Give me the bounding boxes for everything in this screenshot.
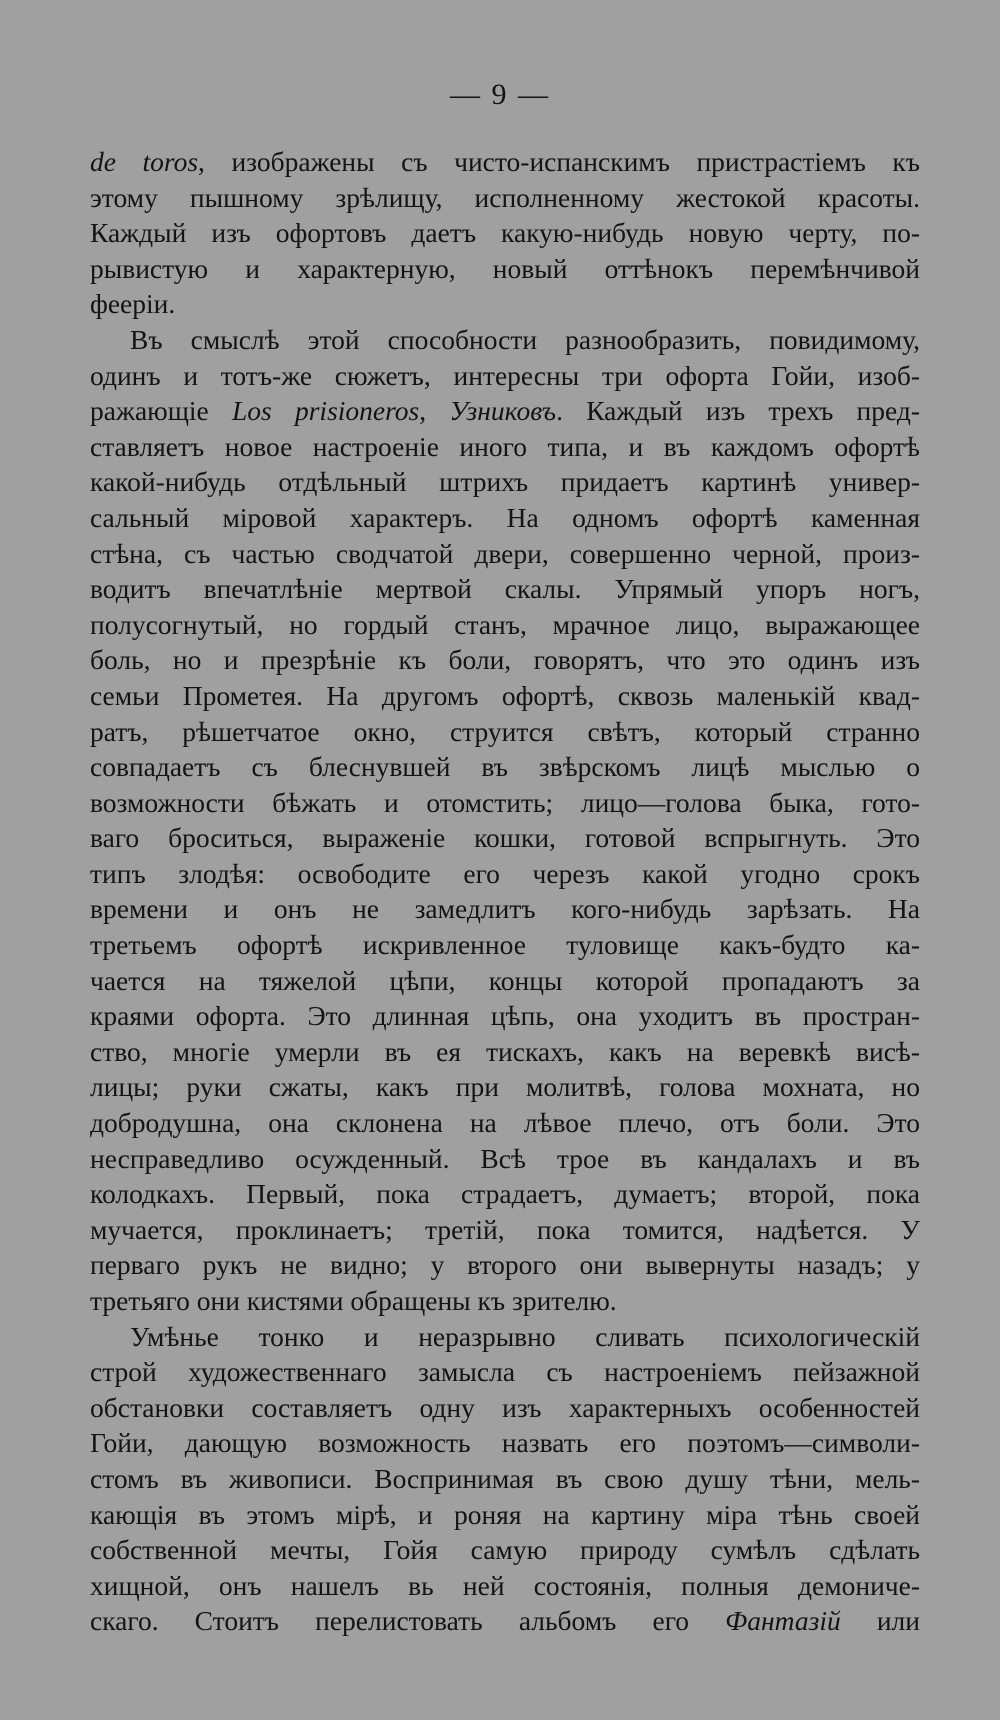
- text-run: Каждый изъ офортовъ даетъ какую-нибудь новую черту, по-: [90, 217, 920, 249]
- text-run: сальный міровой характеръ. На одномъ офортѣ каменная: [90, 501, 920, 533]
- text-run: колодкахъ. Первый, пока страдаетъ, думаетъ; второй, пока: [90, 1178, 920, 1210]
- text-run: добродушна, она склонена на лѣвое плечо, отъ боли. Это: [90, 1107, 920, 1139]
- text-run: семьи Прометея. На другомъ офортѣ, сквозь маленькій квад-: [90, 679, 920, 711]
- text-line: [90, 1319, 920, 1355]
- text-line: [90, 785, 920, 821]
- text-run: этому пышному зрѣлищу, исполненному жестокой красоты.: [90, 181, 920, 213]
- text-run: водитъ впечатлѣніе мертвой скалы. Упрямый упоръ ногъ,: [90, 573, 920, 605]
- text-line: [90, 891, 920, 927]
- text-line: [90, 678, 920, 714]
- text-line: [90, 998, 920, 1034]
- text-line: [90, 1176, 920, 1212]
- text-run: хищной, онъ нашелъ вь ней состоянія, полныя демониче-: [90, 1569, 920, 1601]
- text-line: [90, 1034, 920, 1070]
- text-line: [90, 1283, 920, 1319]
- text-line: [90, 1425, 920, 1461]
- text-run: полусогнутый, но гордый станъ, мрачное лицо, выражающее: [90, 608, 920, 640]
- text-line: [90, 607, 920, 643]
- text-line: [90, 1532, 920, 1568]
- text-line: [90, 322, 920, 358]
- text-run: времени и онъ не замедлитъ кого-нибудь зарѣзать. На: [90, 893, 920, 925]
- text-run: одинъ и тотъ-же сюжетъ, интересны три офорта Гойи, изоб-: [90, 359, 920, 391]
- text-run: Гойи, дающую возможность назвать его поэтомъ—символи-: [90, 1427, 920, 1459]
- paragraph: [90, 322, 920, 1319]
- text-line: [90, 180, 920, 216]
- text-line: [90, 1603, 920, 1639]
- text-run: какой-нибудь отдѣльный штрихъ придаетъ картинѣ универ-: [90, 466, 920, 498]
- text-line: [90, 1354, 920, 1390]
- text-run: ство, многіе умерли въ ея тискахъ, какъ на веревкѣ висѣ-: [90, 1035, 920, 1067]
- text-run: кающія въ этомъ мірѣ, и роняя на картину міра тѣнь своей: [90, 1498, 920, 1530]
- text-run: несправедливо осужденный. Всѣ трое въ кандалахъ и въ: [90, 1142, 920, 1174]
- text-run: Въ смыслѣ этой способности разнообразить, повидимому,: [130, 323, 920, 355]
- text-run: типъ злодѣя: освободите его черезъ какой угодно срокъ: [90, 857, 920, 889]
- page-number: — 9 —: [450, 78, 550, 111]
- text-run: феерiи.: [90, 288, 176, 320]
- text-line: [90, 286, 920, 322]
- paragraph: [90, 1319, 920, 1639]
- text-run: скаго. Стоитъ перелистовать альбомъ его: [90, 1605, 726, 1637]
- text-line: [90, 714, 920, 750]
- text-run: ставляетъ новое настроеніе иного типа, и въ каждомъ офортѣ: [90, 430, 920, 462]
- text-run: чается на тяжелой цѣпи, концы которой пропадаютъ за: [90, 964, 920, 996]
- text-run: боль, но и презрѣніе къ боли, говорятъ, что это одинъ изъ: [90, 644, 920, 676]
- text-line: [90, 1105, 920, 1141]
- text-line: [90, 927, 920, 963]
- text-line: [90, 536, 920, 572]
- text-run: . Каждый изъ трехъ пред-: [556, 395, 921, 427]
- body-text: [90, 144, 920, 1639]
- italic-text: Узниковъ: [449, 395, 557, 427]
- text-run: ражающіе: [90, 395, 232, 427]
- text-run: третьемъ офортѣ искривленное туловище какъ-будто ка-: [90, 929, 920, 961]
- text-line: [90, 1247, 920, 1283]
- text-line: [90, 856, 920, 892]
- text-line: [90, 571, 920, 607]
- text-line: [90, 144, 920, 180]
- text-run: возможности бѣжать и отомстить; лицо—голова быка, гото-: [90, 786, 920, 818]
- text-run: третьяго они кистями обращены къ зрителю.: [90, 1285, 617, 1316]
- text-line: [90, 1390, 920, 1426]
- text-run: обстановки составляетъ одну изъ характерныхъ особенностей: [90, 1391, 920, 1423]
- text-line: [90, 1069, 920, 1105]
- text-run: собственной мечты, Гойя самую природу сумѣлъ сдѣлать: [90, 1534, 920, 1566]
- text-run: или: [840, 1605, 920, 1637]
- text-line: [90, 464, 920, 500]
- text-line: [90, 1497, 920, 1533]
- text-run: , изображены съ чисто-испанскимъ пристрастіемъ къ: [198, 146, 920, 177]
- text-line: [90, 358, 920, 394]
- text-line: [90, 251, 920, 287]
- text-line: [90, 1461, 920, 1497]
- text-run: стомъ въ живописи. Воспринимая въ свою душу тѣни, мель-: [90, 1462, 920, 1494]
- text-line: [90, 642, 920, 678]
- text-run: ,: [419, 395, 450, 427]
- text-line: [90, 1212, 920, 1248]
- text-run: мучается, проклинаетъ; третій, пока томится, надѣется. У: [90, 1213, 920, 1245]
- italic-text: de toros: [90, 146, 199, 177]
- text-line: [90, 429, 920, 465]
- text-line: [90, 749, 920, 785]
- text-line: [90, 1568, 920, 1604]
- text-run: строй художественнаго замысла съ настроеніемъ пейзажной: [90, 1356, 920, 1388]
- text-line: [90, 820, 920, 856]
- text-run: Умѣнье тонко и неразрывно сливать психологическій: [130, 1320, 920, 1352]
- text-line: [90, 500, 920, 536]
- text-run: краями офорта. Это длинная цѣпь, она уходитъ въ простран-: [90, 1000, 920, 1032]
- text-run: совпадаетъ съ блеснувшей въ звѣрскомъ лицѣ мыслью о: [90, 751, 920, 783]
- text-line: [90, 215, 920, 251]
- text-line: [90, 963, 920, 999]
- text-run: стѣна, съ частью сводчатой двери, совершенно черной, произ-: [90, 537, 920, 569]
- text-run: ваго броситься, выраженіе кошки, готовой вспрыгнуть. Это: [90, 822, 920, 854]
- text-run: лицы; руки сжаты, какъ при молитвѣ, голова мохната, но: [90, 1071, 920, 1103]
- text-run: перваго рукъ не видно; у второго они вывернуты назадъ; у: [90, 1249, 920, 1281]
- paragraph: [90, 144, 920, 322]
- text-line: [90, 1141, 920, 1177]
- italic-text: Фантазій: [725, 1605, 841, 1637]
- text-line: [90, 393, 920, 429]
- italic-text: Los prisioneros: [231, 395, 420, 427]
- text-run: ратъ, рѣшетчатое окно, струится свѣтъ, который странно: [90, 715, 920, 747]
- text-run: рывистую и характерную, новый оттѣнокъ перемѣнчивой: [90, 252, 920, 284]
